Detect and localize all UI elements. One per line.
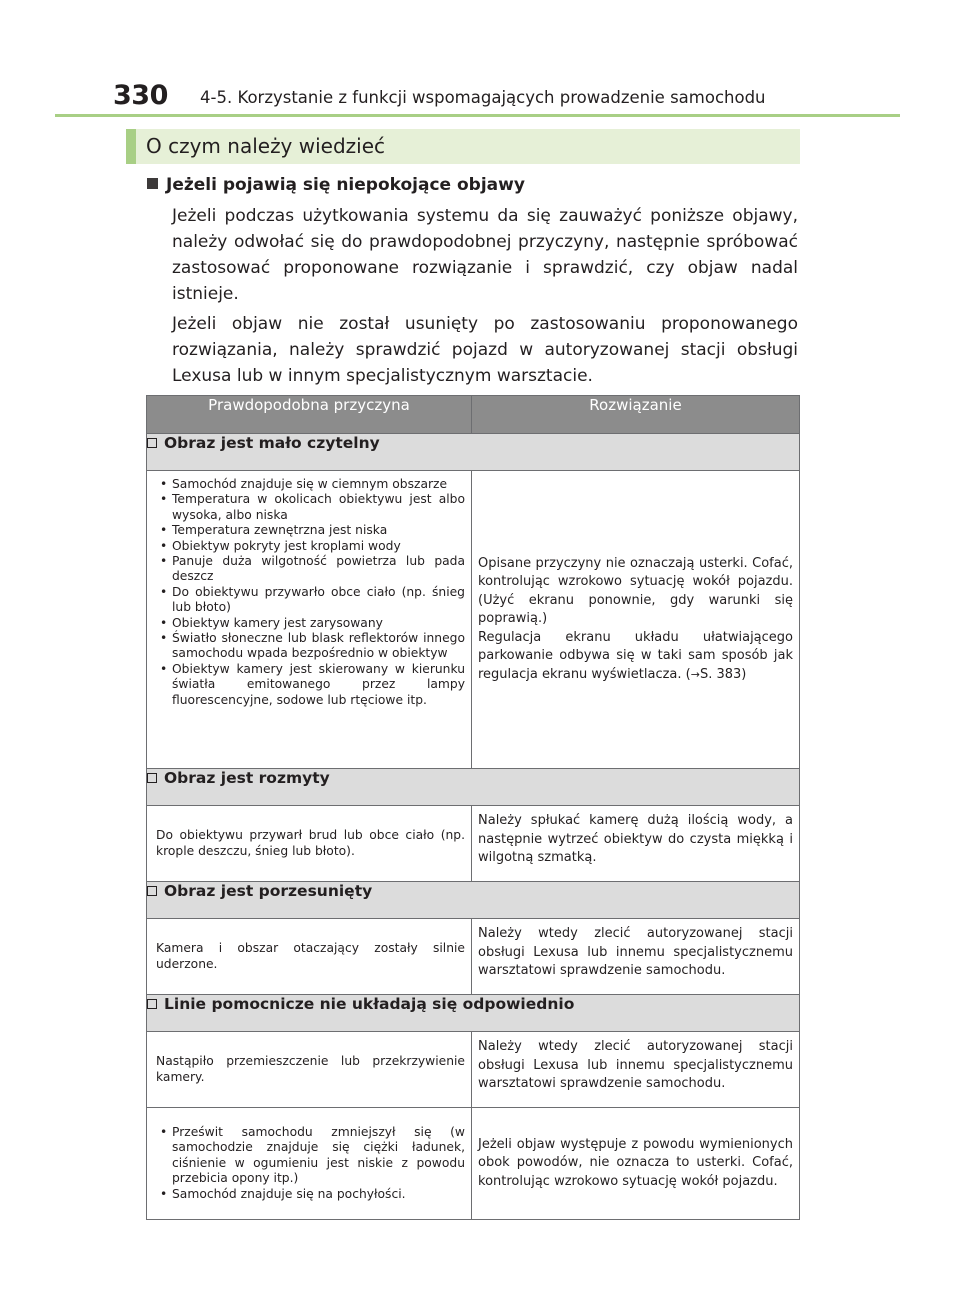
section-heading-bar <box>126 129 800 164</box>
cause-text: Do obiektywu przywarł brud lub obce ciało (np. krople deszczu, śnieg lub błoto). <box>156 828 465 858</box>
solution-text: Należy wtedy zlecić autoryzowanej stacji obsługi Lexusa lub innemu specjalistycznemu warsztatowi sprawdzenie samochodu. <box>478 926 793 978</box>
table-row <box>147 919 800 995</box>
subsection-title: Jeżeli pojawią się niepokojące objawy <box>166 175 525 195</box>
arrow-right-icon: → <box>690 667 700 681</box>
solution-cell <box>472 919 800 995</box>
list-item: • Do obiektywu przywarło obce ciało (np. śnieg lub błoto) <box>156 585 465 616</box>
cause-cell <box>147 919 472 995</box>
category-cell <box>147 434 800 471</box>
list-item: • Samochód znajduje się na pochyłości. <box>156 1187 465 1202</box>
solution-text: Należy spłukać kamerę dużą ilością wody, a następnie wytrzeć obiektyw do czysta miękką i wilgotną szmatką. <box>478 813 793 865</box>
troubleshooting-table <box>146 395 800 1220</box>
cause-list <box>156 477 465 708</box>
solution-text: Jeżeli objaw występuje z powodu wymienionych obok powodów, nie oznacza to usterki. Cofać, kontrolując wzrokowo sytuację wokół pojazdu. <box>478 1136 793 1189</box>
list-item: • Obiektyw pokryty jest kroplami wody <box>156 539 465 554</box>
cause-list <box>156 1125 465 1202</box>
solution-cell <box>472 1108 800 1220</box>
table-row <box>147 471 800 769</box>
square-bullet-icon <box>147 178 158 189</box>
table-row <box>147 1032 800 1108</box>
checkbox-square-icon <box>147 773 157 783</box>
table-row <box>147 806 800 882</box>
section-title: O czym należy wiedzieć <box>146 134 386 158</box>
solution-cell <box>472 471 800 769</box>
solution-text-reference <box>478 629 793 685</box>
page-reference: S. 383) <box>699 666 747 682</box>
category-label: Obraz jest rozmyty <box>164 769 330 787</box>
service-paragraph: Jeżeli objaw nie został usunięty po zastosowaniu proponowanego rozwiązania, należy sprawdzić pojazd w autoryzowanej stacji obsługi Lexusa lub w innym specjalistycznym warsztacie. <box>172 314 798 386</box>
intro-paragraph: Jeżeli podczas użytkowania systemu da się zauważyć poniższe objawy, należy odwołać się do prawdopodobnej przyczyny, następnie spróbować zastosować proponowane rozwiązanie i sprawdzić, czy objaw nadal istnieje. <box>172 206 798 304</box>
category-cell <box>147 769 800 806</box>
cause-cell <box>147 471 472 769</box>
column-header-solution: Rozwiązanie <box>472 396 800 434</box>
list-item: • Temperatura w okolicach obiektywu jest albo wysoka, albo niska <box>156 492 465 523</box>
checkbox-square-icon <box>147 999 157 1009</box>
category-row <box>147 995 800 1032</box>
cause-text: Nastąpiło przemieszczenie lub przekrzywienie kamery. <box>156 1054 465 1084</box>
solution-text-part: Regulacja ekranu układu ułatwiającego parkowanie odbywa się w taki sam sposób jak regulacja ekranu wyświetlacza. ( <box>478 629 793 682</box>
page-number: 330 <box>113 80 168 111</box>
cause-cell <box>147 1108 472 1220</box>
cause-cell <box>147 806 472 882</box>
solution-cell <box>472 1032 800 1108</box>
checkbox-square-icon <box>147 886 157 896</box>
category-label: Linie pomocnicze nie układają się odpowiednio <box>164 995 575 1013</box>
checkbox-square-icon <box>147 438 157 448</box>
header-rule <box>55 114 900 117</box>
column-header-cause: Prawdopodobna przyczyna <box>147 396 472 434</box>
category-label: Obraz jest porzesunięty <box>164 882 373 900</box>
list-item: • Prześwit samochodu zmniejszył się (w samochodzie znajduje się ciężki ładunek, ciśnienie w ogumieniu jest niskie z powodu przebicia opony itp.) <box>156 1125 465 1187</box>
chapter-title: 4-5. Korzystanie z funkcji wspomagających prowadzenie samochodu <box>200 88 766 107</box>
section-accent <box>126 129 136 164</box>
list-item: • Samochód znajduje się w ciemnym obszarze <box>156 477 465 492</box>
cause-text: Kamera i obszar otaczający zostały silnie uderzone. <box>156 941 465 971</box>
list-item: • Światło słoneczne lub blask reflektorów innego samochodu wpada bezpośrednio w obiektyw <box>156 631 465 662</box>
table-header-row <box>147 396 800 434</box>
category-row <box>147 882 800 919</box>
category-row <box>147 434 800 471</box>
category-cell <box>147 995 800 1032</box>
category-cell <box>147 882 800 919</box>
list-item: • Obiektyw kamery jest zarysowany <box>156 616 465 631</box>
list-item: • Obiektyw kamery jest skierowany w kierunku światła emitowanego przez lampy fluorescencyjne, sodowe lub rtęciowe itp. <box>156 662 465 708</box>
category-row <box>147 769 800 806</box>
solution-text: Należy wtedy zlecić autoryzowanej stacji obsługi Lexusa lub innemu specjalistycznemu warsztatowi sprawdzenie samochodu. <box>478 1039 793 1091</box>
category-label: Obraz jest mało czytelny <box>164 434 380 452</box>
table-row <box>147 1108 800 1220</box>
solution-text: Opisane przyczyny nie oznaczają usterki. Cofać, kontrolując wzrokowo sytuację wokół pojazdu. (Użyć ekranu ponownie, gdy warunki się poprawią.) <box>478 555 793 627</box>
cause-cell <box>147 1032 472 1108</box>
solution-cell <box>472 806 800 882</box>
subsection-heading <box>147 175 525 195</box>
list-item: • Panuje duża wilgotność powietrza lub pada deszcz <box>156 554 465 585</box>
list-item: • Temperatura zewnętrzna jest niska <box>156 523 465 538</box>
